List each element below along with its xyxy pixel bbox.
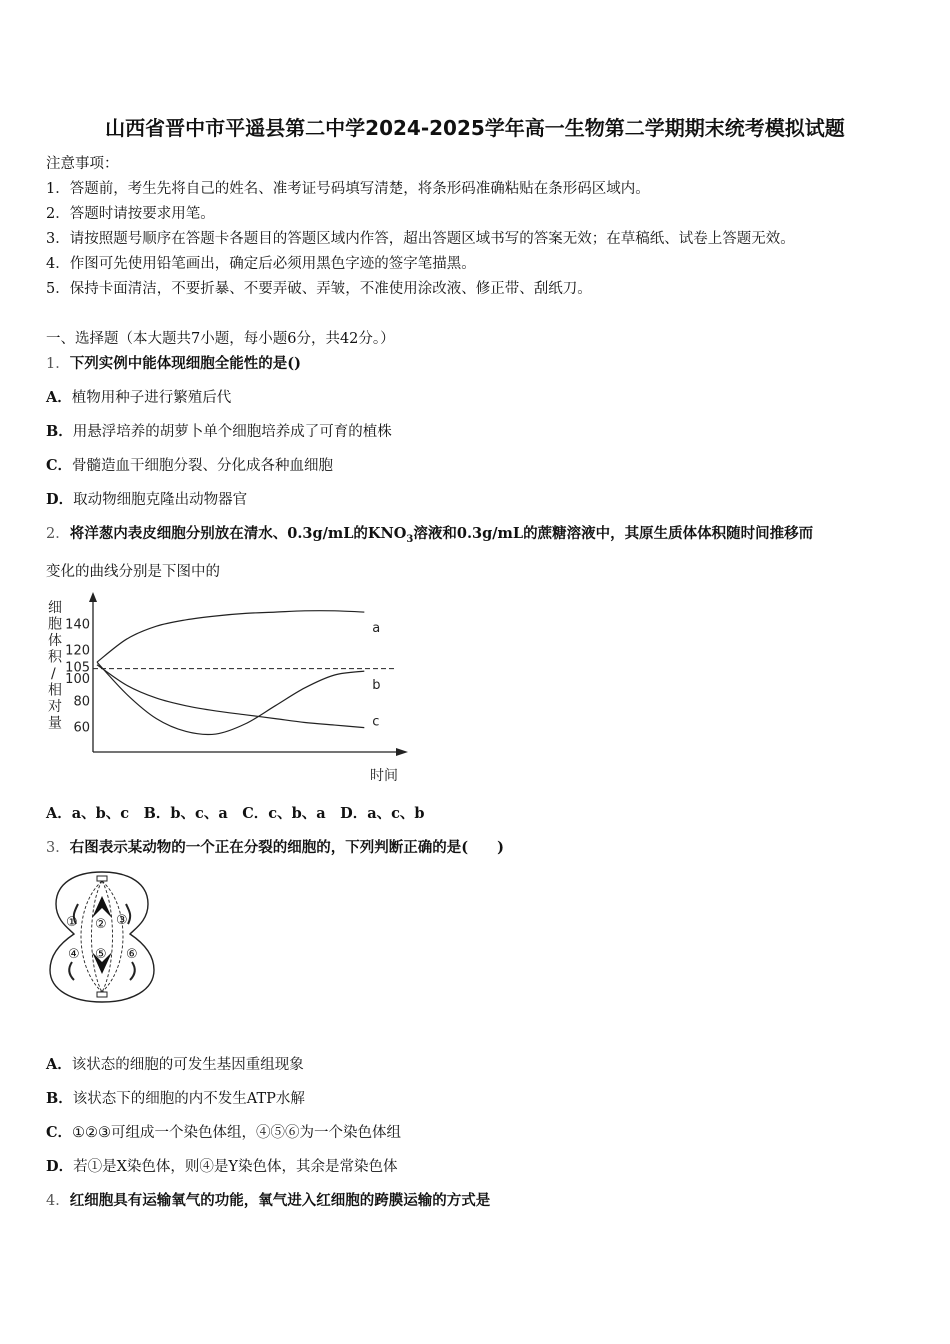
series-line-a	[97, 611, 364, 662]
y-tick-label: 60	[73, 720, 90, 736]
question-number: 2．	[46, 526, 70, 542]
question-number: 1．	[46, 356, 70, 372]
series-label-a: a	[372, 621, 381, 637]
chromosome-2	[92, 896, 112, 918]
q3-option-b	[46, 1087, 305, 1108]
series-label-c: c	[372, 714, 380, 730]
option-text: 骨髓造血干细胞分裂、分化成各种血细胞	[72, 458, 334, 474]
q1-option-b	[46, 420, 392, 441]
question-stem: 红细胞具有运输氧气的功能，氧气进入红细胞的跨膜运输的方式是	[69, 1192, 491, 1209]
option-letter: C．	[46, 457, 73, 474]
subscript: 3	[406, 533, 414, 545]
y-label-char: 积	[48, 649, 62, 666]
label-5: ⑤	[95, 947, 107, 962]
question-number: 3．	[46, 840, 70, 856]
x-axis-arrow	[396, 748, 408, 756]
q3-option-a	[46, 1053, 304, 1074]
centrosome-bottom	[97, 992, 107, 997]
y-tick-label: 140	[65, 617, 90, 633]
q2-options	[46, 802, 425, 823]
q3-option-d	[46, 1155, 397, 1176]
y-tick-label: 80	[73, 694, 90, 710]
y-label-char: 细	[48, 600, 62, 616]
series-line-c	[97, 665, 364, 728]
y-tick-label: 105	[65, 660, 90, 676]
question-1	[46, 352, 301, 373]
option-letter: C．	[46, 1124, 73, 1141]
option-text: ①②③可组成一个染色体组，④⑤⑥为一个染色体组	[72, 1125, 402, 1141]
chromosome-6	[130, 962, 135, 980]
label-2: ②	[95, 917, 107, 932]
centrosome-top	[97, 876, 107, 881]
label-1: ①	[66, 915, 78, 930]
y-axis-label-text	[48, 600, 63, 732]
series-label-b: b	[372, 678, 381, 694]
volume-time-chart	[40, 590, 420, 790]
option-text: 若①是X染色体，则④是Y染色体，其余是常染色体	[73, 1159, 398, 1175]
option-letter: D．	[46, 1158, 74, 1175]
option-text: 该状态下的细胞的内不发生ATP水解	[72, 1091, 305, 1107]
question-2-line2: 变化的曲线分别是下图中的	[46, 564, 220, 580]
notice-item-5: 5．保持卡面清洁，不要折暴、不要弄破、弄皱，不准使用涂改液、修正带、刮纸刀。	[46, 281, 592, 297]
y-tick-label: 120	[65, 643, 90, 659]
option-text: 取动物细胞克隆出动物器官	[73, 492, 248, 508]
y-label-char: 体	[48, 633, 62, 649]
q3-option-c	[46, 1121, 401, 1142]
q1-option-a	[46, 386, 231, 407]
label-6: ⑥	[126, 947, 138, 962]
notice-heading: 注意事项：	[46, 156, 119, 172]
option-text: 用悬浮培养的胡萝卜单个细胞培养成了可育的植株	[72, 424, 392, 440]
q1-option-d	[46, 488, 247, 509]
y-tick-label: 100	[65, 672, 90, 687]
y-label-char: /	[51, 666, 56, 682]
y-label-char: 胞	[48, 616, 62, 633]
option-text: 植物用种子进行繁殖后代	[71, 390, 232, 406]
question-stem: 下列实例中能体现细胞全能性的是()	[69, 355, 301, 372]
question-number: 4．	[46, 1193, 70, 1209]
page-title: 山西省晋中市平遥县第二中学2024-2025学年高一生物第二学期期末统考模拟试题	[105, 116, 845, 140]
notice-item-3: 3．请按照题号顺序在答题卡各题目的答题区域内作答，超出答题区域书写的答案无效；在草稿纸、试卷上答题无效。	[46, 231, 795, 247]
label-3: ③	[116, 913, 128, 928]
y-label-char: 相	[48, 682, 62, 699]
notice-item-1: 1．答题前，考生先将自己的姓名、准考证号码填写清楚，将条形码准确粘贴在条形码区域内。	[46, 181, 650, 197]
q1-option-c	[46, 454, 333, 475]
notice-item-2: 2．答题时请按要求用笔。	[46, 206, 215, 222]
notice-item-4: 4．作图可先使用铅笔画出，确定后必须用黑色字迹的签字笔描黑。	[46, 256, 476, 272]
dividing-cell-figure	[44, 866, 160, 1006]
option-letter: A．	[46, 1056, 72, 1073]
question-stem-part1: 将洋葱内表皮细胞分别放在清水、0.3g/mL的KNO	[69, 525, 407, 542]
y-tick-labels	[65, 618, 90, 736]
option-letter: D．	[46, 491, 74, 508]
y-label-char: 对	[48, 699, 62, 715]
cell-membrane	[50, 872, 154, 1002]
option-letter: B．	[46, 1090, 73, 1107]
label-4: ④	[68, 947, 80, 962]
option-row: A．a、b、c B．b、c、a C．c、b、a D．a、c、b	[46, 805, 425, 822]
y-label-char: 量	[48, 715, 62, 732]
y-axis-label	[48, 600, 63, 732]
x-axis-label: 时间	[370, 768, 398, 784]
y-axis-arrow	[89, 592, 97, 602]
question-stem-part2: 溶液和0.3g/mL的蔗糖溶液中，其原生质体体积随时间推移而	[413, 525, 814, 542]
chromosome-4	[69, 962, 74, 980]
option-letter: A．	[46, 389, 72, 406]
series-group	[97, 611, 381, 735]
option-letter: B．	[46, 423, 73, 440]
option-text: 该状态的细胞的可发生基因重组现象	[71, 1057, 304, 1073]
question-2	[46, 522, 813, 545]
question-4	[46, 1189, 490, 1210]
question-3	[46, 836, 504, 857]
section-heading: 一、选择题（本大题共7小题，每小题6分，共42分。）	[46, 331, 395, 347]
question-stem: 右图表示某动物的一个正在分裂的细胞的，下列判断正确的是( )	[69, 839, 504, 856]
